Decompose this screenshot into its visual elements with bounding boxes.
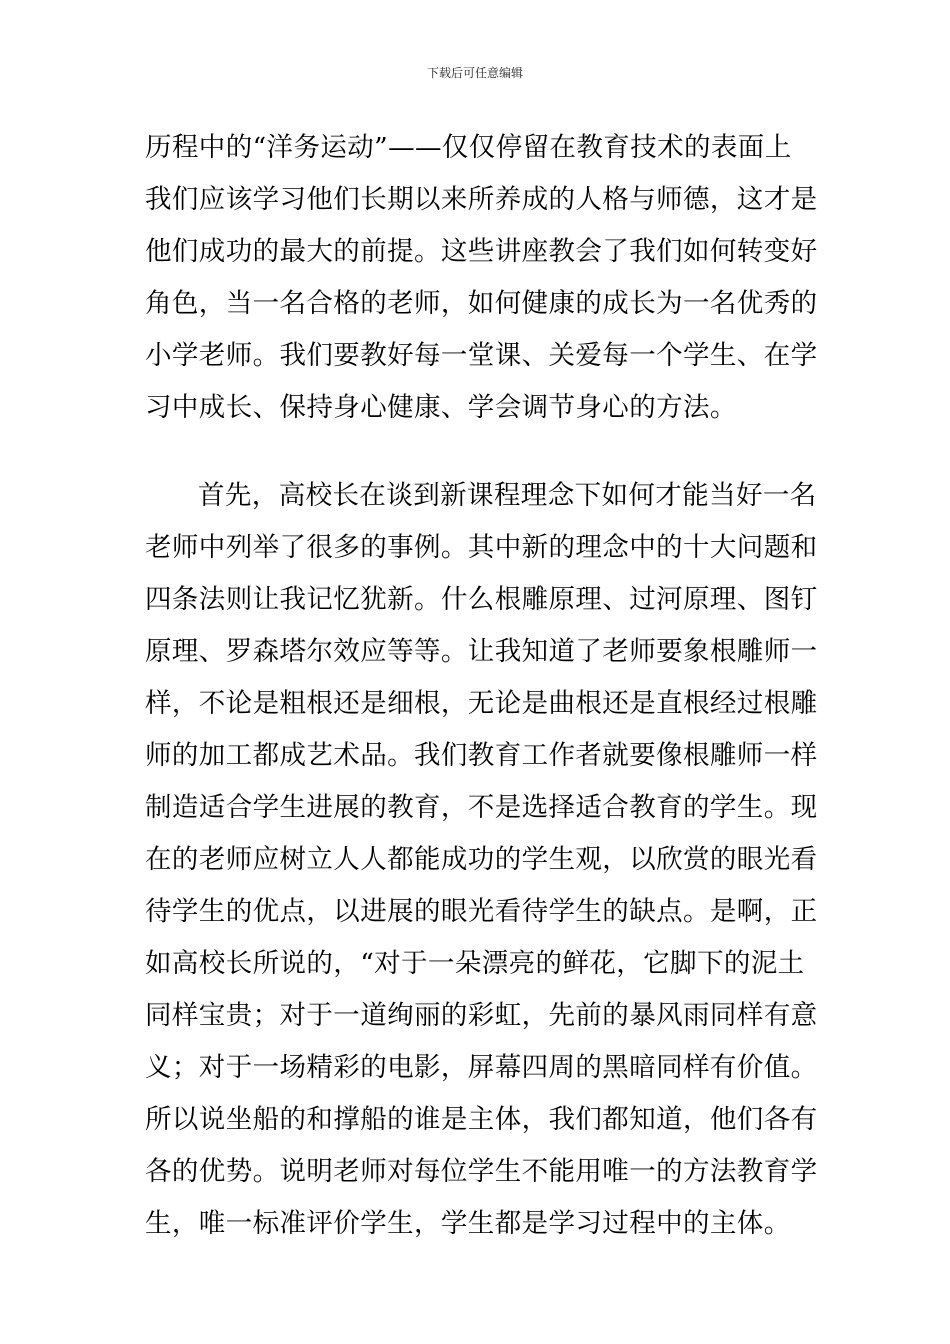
paragraph-1 bbox=[145, 122, 818, 434]
text-line: 四条法则让我记忆犹新。什么根雕原理、过河原理、图钉 bbox=[145, 584, 818, 615]
text-line: 待学生的优点，以进展的眼光看待学生的缺点。是啊，正 bbox=[145, 896, 818, 927]
text-line: 如高校长所说的，“对于一朵漂亮的鲜花，它脚下的泥土 bbox=[145, 948, 805, 979]
text-line: 样，不论是粗根还是细根，无论是曲根还是直根经过根雕 bbox=[145, 688, 818, 719]
text-line: 他们成功的最大的前提。这些讲座教会了我们如何转变好 bbox=[145, 236, 818, 267]
text-line: 历程中的“洋务运动”——仅仅停留在教育技术的表面上 bbox=[145, 132, 792, 163]
text-line: 同样宝贵；对于一道绚丽的彩虹，先前的暴风雨同样有意 bbox=[145, 1000, 818, 1031]
text-line: 习中成长、保持身心健康、学会调节身心的方法。 bbox=[145, 392, 737, 423]
text-line: 原理、罗森塔尔效应等等。让我知道了老师要象根雕师一 bbox=[145, 636, 818, 667]
text-line: 老师中列举了很多的事例。其中新的理念中的十大问题和 bbox=[145, 532, 818, 563]
text-line: 各的优势。说明老师对每位学生不能用唯一的方法教育学 bbox=[145, 1156, 818, 1187]
text-line: 首先，高校长在谈到新课程理念下如何才能当好一名 bbox=[198, 480, 817, 511]
page-header-note: 下载后可任意编辑 bbox=[426, 66, 523, 80]
text-line: 角色，当一名合格的老师，如何健康的成长为一名优秀的 bbox=[145, 288, 818, 319]
text-line: 在的老师应树立人人都能成功的学生观，以欣赏的眼光看 bbox=[145, 844, 818, 875]
text-line: 生，唯一标准评价学生，学生都是学习过程中的主体。 bbox=[145, 1208, 791, 1239]
paragraph-2 bbox=[145, 470, 818, 1250]
text-line: 小学老师。我们要教好每一堂课、关爱每一个学生、在学 bbox=[145, 340, 818, 371]
text-line: 师的加工都成艺术品。我们教育工作者就要像根雕师一样 bbox=[145, 740, 818, 771]
text-line: 所以说坐船的和撑船的谁是主体，我们都知道，他们各有 bbox=[145, 1104, 818, 1135]
text-line: 制造适合学生进展的教育，不是选择适合教育的学生。现 bbox=[145, 792, 818, 823]
text-line: 义；对于一场精彩的电影，屏幕四周的黑暗同样有价值。 bbox=[145, 1052, 818, 1083]
text-line: 我们应该学习他们长期以来所养成的人格与师德，这才是 bbox=[145, 184, 818, 215]
